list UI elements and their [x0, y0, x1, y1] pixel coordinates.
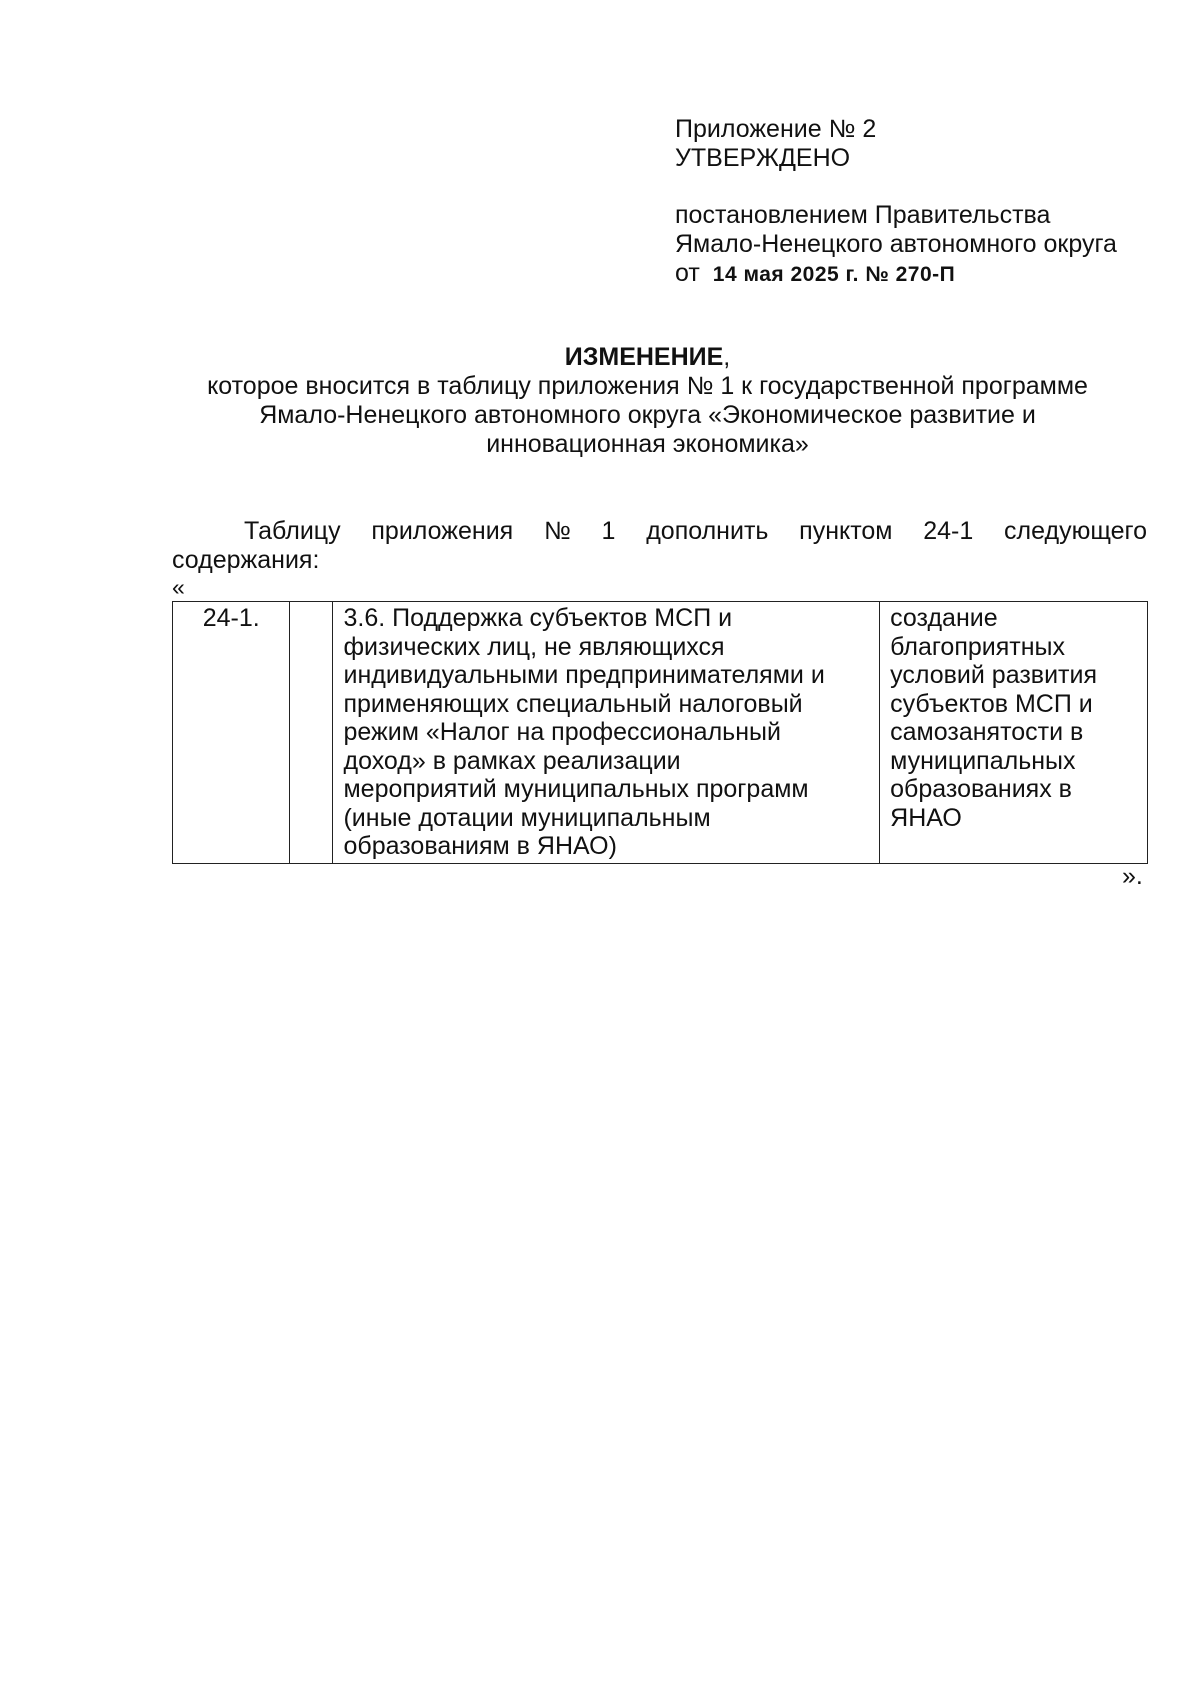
- approved-label: УТВЕРЖДЕНО: [675, 144, 851, 172]
- decree-line-1: постановлением Правительства: [675, 201, 1051, 229]
- decree-line-2: Ямало-Ненецкого автономного округа: [675, 230, 1117, 258]
- close-quote: ».: [1122, 862, 1143, 890]
- annex-label: Приложение № 2: [675, 115, 877, 143]
- goal-line: благоприятных: [890, 632, 1065, 661]
- description-line: образованиям в ЯНАО): [343, 832, 617, 860]
- decree-date-row: [675, 259, 1117, 289]
- table-row: [173, 602, 1148, 864]
- description-line: (иные дотации муниципальным: [343, 803, 711, 832]
- goal-line: ЯНАО: [890, 803, 962, 832]
- goal-line: самозанятости в: [890, 718, 1084, 746]
- intro-word: 1: [601, 517, 616, 545]
- description-line: доход» в рамках реализации: [343, 746, 681, 775]
- description-line: режим «Налог на профессиональный: [343, 718, 781, 746]
- description-cell: [333, 602, 880, 864]
- description-line: индивидуальными предпринимателями и: [343, 661, 825, 689]
- open-quote: «: [172, 574, 185, 600]
- goal-line: муниципальных: [890, 746, 1076, 775]
- heading-title-row: [160, 343, 1135, 372]
- intro-word: приложения: [371, 517, 514, 545]
- goal-line: условий развития: [890, 661, 1097, 689]
- description-line: мероприятий муниципальных программ: [343, 775, 809, 803]
- approval-block: [675, 115, 1117, 289]
- intro-line-2: содержания:: [172, 546, 320, 574]
- empty-cell: [290, 602, 333, 864]
- heading-line-2: Ямало-Ненецкого автономного округа «Экономическое развитие и: [259, 401, 1036, 429]
- intro-word: 24-1: [923, 517, 974, 545]
- heading-title-comma: ,: [723, 343, 731, 371]
- document-heading: [160, 343, 1135, 459]
- intro-word: №: [543, 517, 571, 545]
- description-line: физических лиц, не являющихся: [343, 632, 725, 661]
- decree-date-value: 14 мая 2025 г. № 270-П: [712, 263, 956, 286]
- goal-line: субъектов МСП и: [890, 689, 1093, 718]
- intro-word: дополнить: [646, 517, 769, 545]
- row-number-cell: 24-1.: [173, 602, 290, 864]
- goal-line: создание: [890, 604, 998, 632]
- description-line: применяющих специальный налоговый: [343, 689, 803, 718]
- intro-line-1: [172, 517, 1147, 546]
- description-line: 3.6. Поддержка субъектов МСП и: [343, 604, 733, 632]
- heading-line-1: которое вносится в таблицу приложения № 1 к государственной программе: [207, 372, 1088, 400]
- intro-word: Таблицу: [244, 517, 341, 545]
- amendment-table: [172, 601, 1148, 864]
- heading-title: ИЗМЕНЕНИЕ: [564, 343, 724, 371]
- goal-cell: [880, 602, 1148, 864]
- heading-line-3: инновационная экономика»: [486, 430, 809, 458]
- intro-word: следующего: [1004, 517, 1147, 545]
- approval-spacer: [675, 173, 1117, 201]
- date-prefix: от: [675, 259, 700, 287]
- intro-paragraph: [172, 517, 1147, 575]
- intro-word: пунктом: [799, 517, 893, 545]
- goal-line: образованиях в: [890, 775, 1072, 803]
